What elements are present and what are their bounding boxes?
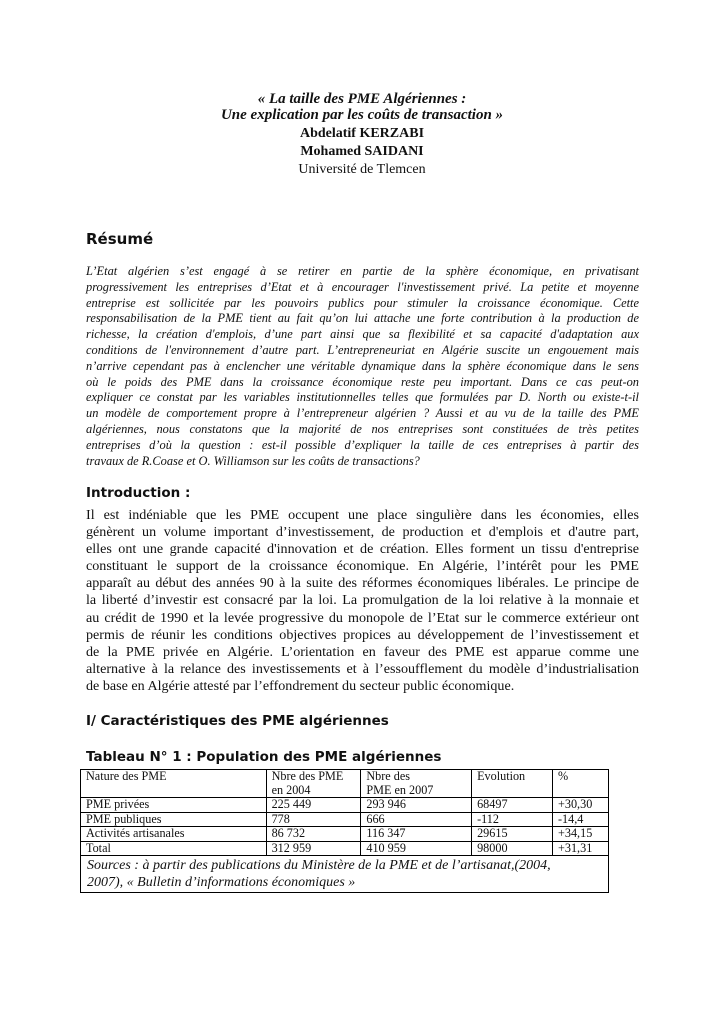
introduction-heading: Introduction : — [86, 485, 191, 501]
table-cell: 410 959 — [361, 841, 472, 856]
section-heading: I/ Caractéristiques des PME algériennes — [86, 713, 389, 729]
table-caption: Tableau N° 1 : Population des PME algériennes — [86, 749, 442, 765]
table-row — [81, 841, 609, 856]
abstract-line: richesse, la création d'emplois, d’une part ainsi que sa flexibilité et sa capacité d'adaptation aux — [86, 327, 639, 342]
introduction-line: de base en Algérie attesté par l’effondrement du secteur public économique. — [86, 677, 515, 694]
abstract-line: un modèle de comportement propre à l’entrepreneur algérien ? Aussi et au vu de la taille des PME — [86, 406, 639, 421]
table-row — [81, 812, 609, 827]
table-cell: 312 959 — [266, 841, 361, 856]
abstract-line: L’Etat algérien s’est engagé à se retirer en partie de la sphère économique, en privatisant — [86, 264, 639, 278]
table-header-cell — [361, 770, 472, 798]
header-text: en 2004 — [271, 782, 311, 797]
header-text: Nature des PME — [86, 769, 167, 783]
table-cell: 86 732 — [266, 827, 361, 842]
introduction-line: de la PME privée en Algérie. L’orientation en faveur des PME est apparue comme une — [86, 643, 639, 660]
abstract-line: entreprise est sollicitée par les pouvoirs publics pour stimuler la croissance économique. Cette — [86, 295, 639, 310]
table-cell: 666 — [361, 812, 472, 827]
introduction-line: apparaît au début des années 90 à la suite des réformes économiques libérales. Le principe de — [86, 575, 639, 592]
table-cell: +31,31 — [553, 841, 609, 856]
introduction-line: permis de réunir les conditions objectives propices au développement de l’investissement et — [86, 626, 639, 643]
header-text: Nbre des — [366, 769, 410, 783]
table-source-note — [81, 856, 609, 893]
table-cell: PME privées — [81, 798, 267, 813]
table-header-cell — [266, 770, 361, 798]
author-2: Mohamed SAIDANI — [300, 144, 424, 159]
table-cell: 778 — [266, 812, 361, 827]
table-cell: 29615 — [472, 827, 553, 842]
table-source-row — [81, 856, 609, 893]
table-row — [81, 798, 609, 813]
paper-title-line-1: « La taille des PME Algériennes : — [257, 91, 467, 107]
table-header-cell — [81, 770, 267, 798]
affiliation: Université de Tlemcen — [298, 162, 426, 177]
table-cell: Activités artisanales — [81, 827, 267, 842]
table-cell: Total — [81, 841, 267, 856]
introduction-line: elles ont une grande capacité d'innovation et de création. Elles forment un tissu d'entreprise — [86, 541, 639, 558]
author-1: Abdelatif KERZABI — [299, 126, 425, 141]
header-text: PME en 2007 — [366, 782, 434, 797]
table-header-row — [81, 770, 609, 798]
abstract-line: progressivement les entreprises d’Etat et à encourager l'investissement privé. La petite et moyenne — [86, 279, 639, 294]
table-cell: -14,4 — [553, 812, 609, 827]
introduction-body — [86, 507, 639, 695]
table-cell: +30,30 — [553, 798, 609, 813]
table-header-cell — [472, 770, 553, 798]
introduction-line: la liberté d’investir est consacré par la loi. La promulgation de la loi relative à la monnaie et — [86, 592, 639, 609]
abstract-line: où le poids des PME dans la croissance économique reste peu important. Dans ce cas peut-on — [86, 374, 639, 389]
pme-population-table — [80, 769, 609, 893]
table-cell: +34,15 — [553, 827, 609, 842]
introduction-line: Il est indéniable que les PME occupent une place singulière dans les économies, elles — [86, 507, 639, 523]
table-cell: PME publiques — [81, 812, 267, 827]
abstract-line: expliquer ce constat par les variables institutionnelles telles que formulées par D. North ou existe-t-il — [86, 390, 639, 405]
abstract-heading: Résumé — [86, 230, 154, 248]
table-cell: 68497 — [472, 798, 553, 813]
abstract-line: entreprises d’où la question : est-il possible d’expliquer la taille de ces entreprises à partir des — [86, 437, 639, 452]
table-cell: 98000 — [472, 841, 553, 856]
paper-title-line-2: Une explication par les coûts de transaction » — [220, 107, 504, 123]
table-cell: -112 — [472, 812, 553, 827]
introduction-line: alternative à la relance des investissements et à l’essoufflement du modèle d’industrialisation — [86, 660, 639, 677]
source-line: 2007), « Bulletin d’informations économiques » — [87, 875, 356, 890]
table-cell: 225 449 — [266, 798, 361, 813]
table-cell: 293 946 — [361, 798, 472, 813]
abstract-line: responsabilisation de la PME tient au fait qu’on lui attache une forte contribution à la production de — [86, 311, 639, 326]
introduction-line: génèrent un volume important d’investissement, de production et d'emplois et d'autre part, — [86, 524, 639, 541]
header-text: Nbre des PME — [271, 769, 344, 783]
table-row — [81, 827, 609, 842]
header-text: Evolution — [477, 769, 526, 783]
introduction-line: au crédit de 1990 et la levée progressive du monopole de l’Etat sur le commerce extérieur ont — [86, 609, 639, 626]
abstract-line: travaux de R.Coase et O. Williamson sur les coûts de transactions? — [86, 453, 420, 468]
abstract-body — [86, 264, 639, 469]
abstract-line: algériennes, nous constatons que la majorité de nos entreprises sont constituées de très petites — [86, 421, 639, 436]
abstract-line: conditions de l'environnement d’autre part. L’entrepreneuriat en Algérie suscite un engouement mais — [86, 342, 639, 357]
abstract-line: n’arrive cependant pas à enclencher une véritable dynamique dans la sphère économique dans le sens — [86, 358, 639, 373]
source-line: Sources : à partir des publications du Ministère de la PME et de l’artisanat,(2004, — [87, 858, 551, 873]
header-text: % — [558, 769, 569, 783]
introduction-line: constituant le support de la croissance économique. En Algérie, l’intérêt pour les PME — [86, 558, 639, 575]
table-cell: 116 347 — [361, 827, 472, 842]
table-header-cell — [553, 770, 609, 798]
